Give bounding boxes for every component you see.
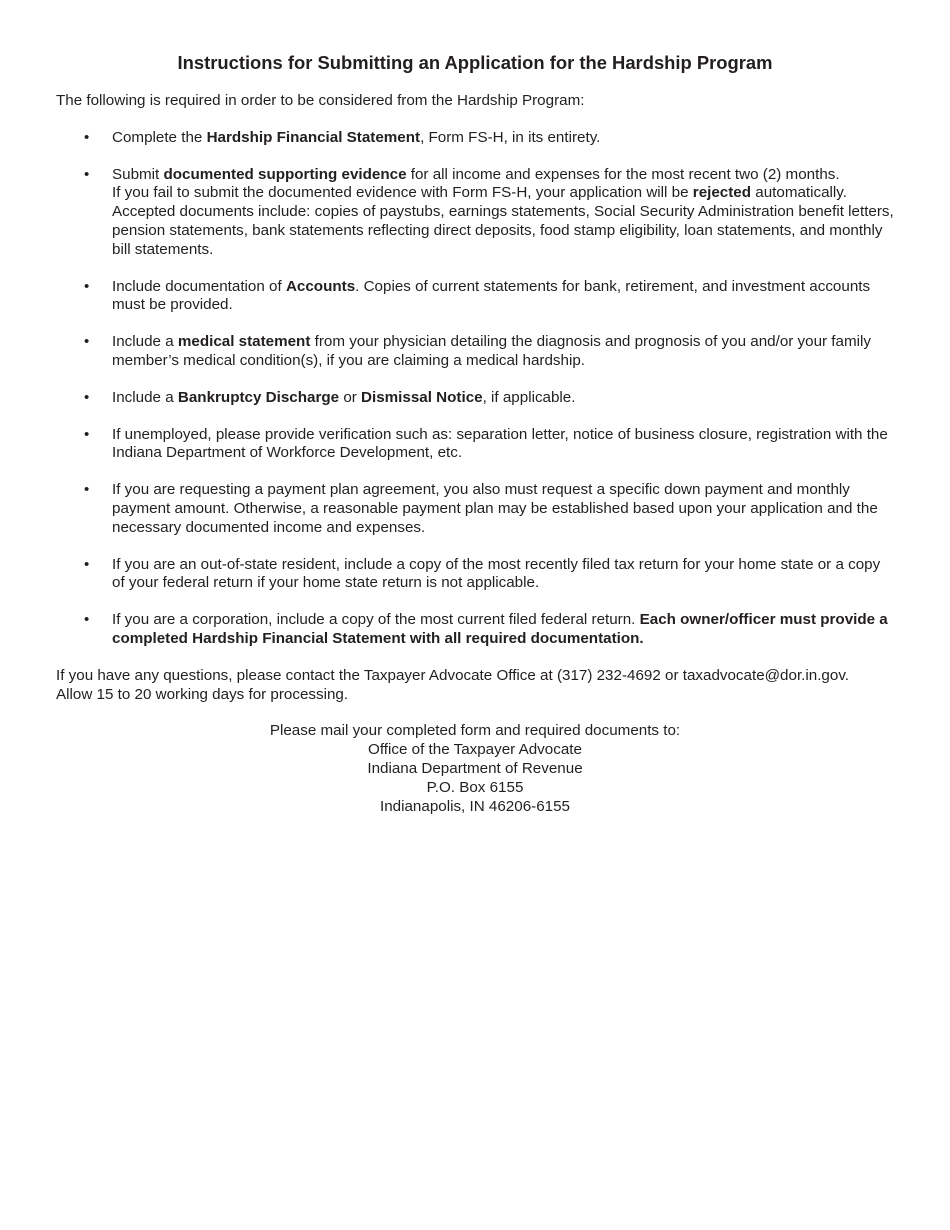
emphasis: medical statement — [177, 333, 311, 351]
list-item: • Include documentation of Accounts. Copies of current statements for bank, retirement, and investment accounts must be provided. — [84, 277, 871, 314]
emphasis: documented supporting evidence — [163, 165, 407, 183]
bullet-icon: • — [84, 611, 90, 629]
address-line: Indiana Department of Revenue — [367, 759, 583, 777]
bullet-icon: • — [84, 165, 90, 183]
list-item: • Complete the Hardship Financial Statement, Form FS-H, in its entirety. — [84, 128, 601, 146]
emphasis: Each owner/officer must provide a completed Hardship Financial Statement with all required documentation. — [112, 611, 888, 647]
mailing-address — [56, 722, 894, 816]
bullet-icon: • — [84, 128, 90, 146]
bullet-icon: • — [84, 277, 90, 295]
list-item: • Include a medical statement from your physician detailing the diagnosis and prognosis of you and/or your family member’s medical condition(s), if you are claiming a medical hardship. — [84, 333, 871, 369]
bullet-icon: • — [84, 388, 90, 406]
address-line: P.O. Box 6155 — [426, 778, 524, 796]
emphasis: Bankruptcy Discharge — [177, 388, 340, 406]
contact-info — [56, 667, 894, 705]
address-line: Indianapolis, IN 46206-6155 — [380, 797, 570, 815]
contact-line: If you have any questions, please contact the Taxpayer Advocate Office at (317) 232-4692 or taxadvocate@dor.in.gov. — [56, 666, 850, 684]
list-item: • If you are requesting a payment plan agreement, you also must request a specific down payment and monthly payment amount. Otherwise, a reasonable payment plan may be established based upon your application and the necessary documented income and expenses. — [84, 481, 878, 536]
bullet-icon: • — [84, 555, 90, 573]
bullet-icon: • — [84, 333, 90, 351]
bullet-icon: • — [84, 481, 90, 499]
requirements-list — [56, 129, 894, 649]
emphasis: Hardship Financial Statement — [206, 128, 421, 146]
list-item: • Submit documented supporting evidence for all income and expenses for the most recent two (2) months. If you fail to submit the documented evidence with Form FS-H, your application will be rejected automatically. Accepted documents include: copies of paystubs, earnings statements, Social Security Administration benefit letters, pension statements, bank statements reflecting direct deposits, food stamp eligibility, loan statements, and monthly bill statements. — [84, 165, 894, 258]
address-line: Office of the Taxpayer Advocate — [368, 741, 582, 759]
emphasis: Dismissal Notice — [361, 388, 483, 406]
list-item: • If you are an out-of-state resident, include a copy of the most recently filed tax return for your home state or a copy of your federal return if your home state return is not applicable. — [84, 555, 881, 592]
emphasis: rejected — [692, 184, 752, 202]
list-item: • If you are a corporation, include a copy of the most current filed federal return. Each owner/officer must provide a completed Hardship Financial Statement with all required documentation. — [84, 611, 888, 647]
document-page — [56, 52, 894, 816]
bullet-icon: • — [84, 425, 90, 443]
list-item: • If unemployed, please provide verification such as: separation letter, notice of business closure, registration with the Indiana Department of Workforce Development, etc. — [84, 425, 888, 462]
emphasis: Accounts — [285, 277, 356, 295]
processing-time: Allow 15 to 20 working days for processing. — [56, 685, 349, 703]
intro-text: The following is required in order to be considered from the Hardship Program: — [56, 92, 585, 109]
document-title: Instructions for Submitting an Application for the Hardship Program — [177, 52, 773, 73]
mail-lead: Please mail your completed form and required documents to: — [269, 722, 681, 740]
list-item: • Include a Bankruptcy Discharge or Dismissal Notice, if applicable. — [84, 388, 576, 406]
